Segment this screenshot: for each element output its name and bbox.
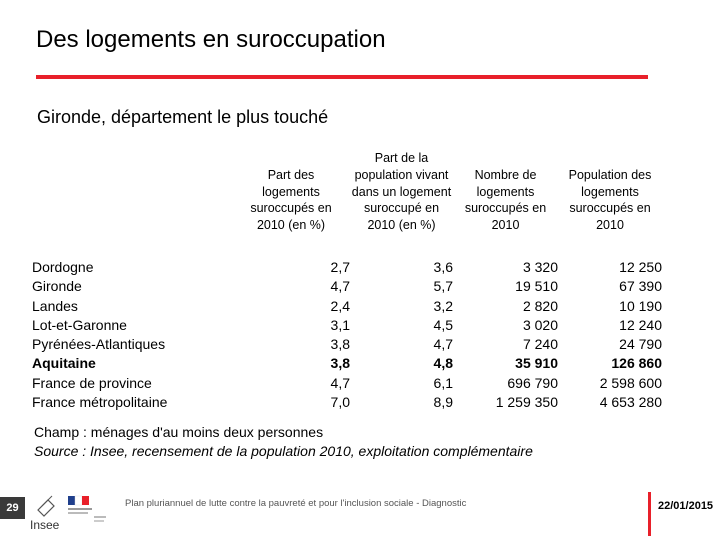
row-label: Aquitaine xyxy=(32,355,96,372)
table-header-row xyxy=(32,150,662,258)
row-value: 35 910 xyxy=(515,355,558,372)
row-value: 4,8 xyxy=(433,355,453,372)
row-value: 1 259 350 xyxy=(495,394,558,411)
row-value: 8,9 xyxy=(433,394,453,411)
row-value: 696 790 xyxy=(507,374,558,391)
row-label: Landes xyxy=(32,297,78,314)
suroccupation-table xyxy=(32,150,662,412)
row-value: 12 240 xyxy=(619,316,662,333)
table-row xyxy=(32,297,662,316)
row-value: 4,5 xyxy=(433,316,453,333)
champ-note: Champ : ménages d'au moins deux personnes xyxy=(34,424,324,440)
row-label: Lot-et-Garonne xyxy=(32,316,127,333)
row-label: Dordogne xyxy=(32,258,94,275)
row-value: 4,7 xyxy=(330,278,350,295)
header-cell-population-logements: Population des logements suroccupés en 2010 xyxy=(568,167,652,233)
table-row xyxy=(32,258,662,277)
insee-wordmark: Insee xyxy=(30,518,60,532)
row-value: 3,6 xyxy=(433,258,453,275)
table-row xyxy=(32,316,662,335)
row-value: 2,7 xyxy=(330,258,350,275)
header-cell-nombre-logements: Nombre de logements suroccupés en 2010 xyxy=(464,167,547,233)
table-row xyxy=(32,354,662,373)
row-value: 7,0 xyxy=(330,394,350,411)
footer-date: 22/01/2015 xyxy=(658,500,714,512)
row-value: 4 653 280 xyxy=(599,394,662,411)
row-value: 2,4 xyxy=(330,297,350,314)
table-row xyxy=(32,393,662,412)
footer-accent-bar xyxy=(648,492,651,536)
table-body xyxy=(32,258,662,412)
slide-title: Des logements en suroccupation xyxy=(36,26,386,53)
row-label: France de province xyxy=(32,374,152,391)
row-value: 5,7 xyxy=(433,278,453,295)
row-value: 3,8 xyxy=(330,355,350,372)
footer-text: Plan pluriannuel de lutte contre la pauvreté et pour l'inclusion sociale - Diagnostic xyxy=(125,498,467,509)
row-value: 19 510 xyxy=(515,278,558,295)
slide-subtitle: Gironde, département le plus touché xyxy=(37,107,329,127)
table-row xyxy=(32,335,662,354)
row-value: 2 820 xyxy=(522,297,558,314)
row-value: 2 598 600 xyxy=(599,374,662,391)
table-row xyxy=(32,374,662,393)
row-value: 12 250 xyxy=(619,258,662,275)
row-value: 6,1 xyxy=(433,374,453,391)
header-cell-label xyxy=(32,150,238,258)
title-underline xyxy=(36,75,648,79)
row-value: 7 240 xyxy=(522,336,558,353)
row-label: France métropolitaine xyxy=(32,394,168,411)
row-value: 3,8 xyxy=(330,336,350,353)
row-value: 3 320 xyxy=(522,258,558,275)
row-value: 3,2 xyxy=(433,297,453,314)
row-value: 67 390 xyxy=(619,278,662,295)
row-label: Gironde xyxy=(32,278,82,295)
header-cell-part-logements: Part des logements suroccupés en 2010 (en %) xyxy=(250,167,332,233)
row-value: 3,1 xyxy=(330,316,350,333)
row-label: Pyrénées-Atlantiques xyxy=(32,336,166,353)
row-value: 10 190 xyxy=(619,297,662,314)
page-number-badge: 29 xyxy=(0,497,25,519)
row-value: 4,7 xyxy=(330,374,350,391)
header-cell-part-population: Part de la population vivant dans un logement suroccupé en 2010 (en %) xyxy=(351,151,452,233)
row-value: 3 020 xyxy=(522,316,558,333)
row-value: 24 790 xyxy=(619,336,662,353)
source-note: Source : Insee, recensement de la population 2010, exploitation complémentaire xyxy=(34,443,533,459)
row-value: 126 860 xyxy=(611,355,662,372)
table-row xyxy=(32,277,662,296)
row-value: 4,7 xyxy=(433,336,453,353)
